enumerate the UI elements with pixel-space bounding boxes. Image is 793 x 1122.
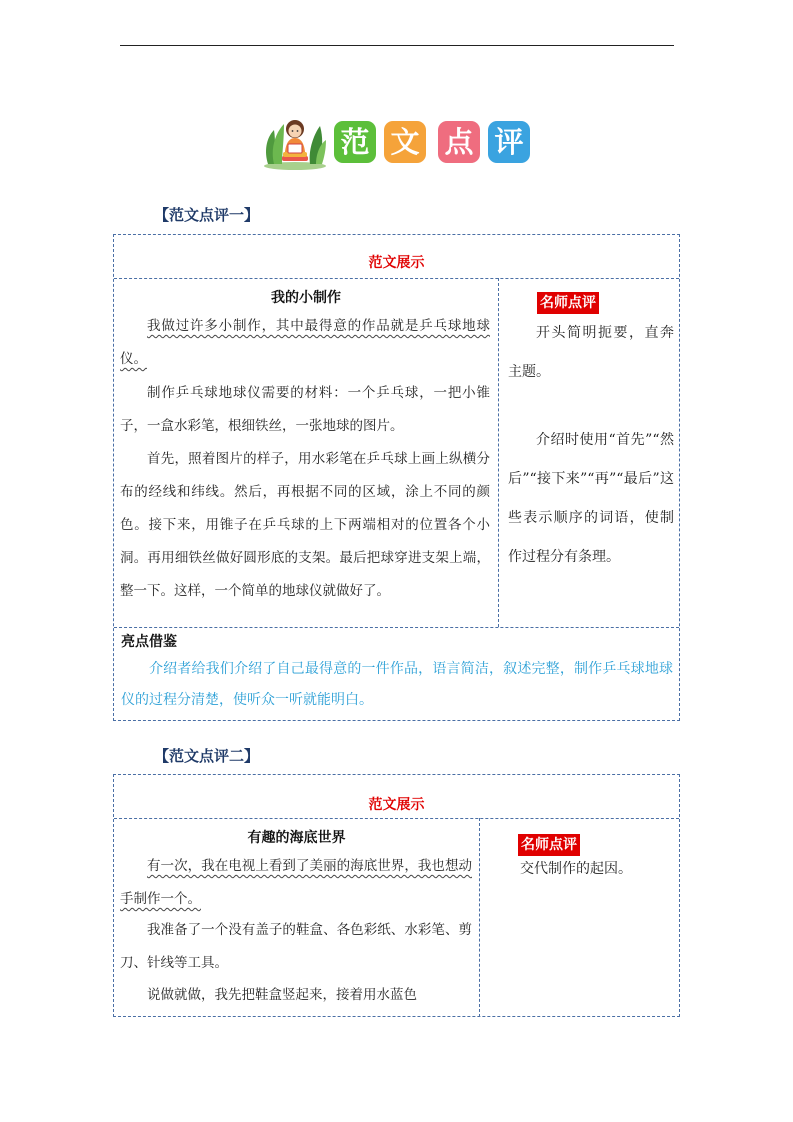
highlight-title: 亮点借鉴	[121, 634, 177, 650]
column-divider	[498, 278, 499, 627]
banner-tile-1: 范	[334, 121, 376, 163]
essay-paragraph-2: 我准备了一个没有盖子的鞋盒、各色彩纸、水彩笔、剪刀、针线等工具。	[120, 922, 472, 971]
header-rule	[120, 45, 674, 46]
teacher-comment-1: 开头简明扼要，直奔主题。	[508, 325, 674, 380]
teacher-comment-badge: 名师点评	[537, 292, 599, 314]
banner-tile-4: 评	[488, 121, 530, 163]
row-divider	[114, 818, 679, 819]
teacher-comment-2: 介绍时使用“首先”“然后”“接下来”“再”“最后”这些表示顺序的词语，使制作过程分有条理。	[508, 432, 674, 565]
banner-tile-3: 点	[438, 121, 480, 163]
column-divider	[479, 818, 480, 1017]
section-one-table	[113, 234, 680, 721]
essay-display-title: 范文展示	[368, 255, 425, 271]
essay-paragraph-1	[120, 850, 472, 916]
essay-paragraph-1	[120, 310, 490, 376]
essay-paragraph-2: 制作乒乓球地球仪需要的材料：一个乒乓球，一把小锥子，一盒水彩笔，根细铁丝，一张地球的图片。	[120, 385, 490, 434]
section-two-table	[113, 774, 680, 1017]
reading-girl-illustration-icon	[262, 114, 328, 170]
wavy-underlined-text: 我做过许多小制作，其中最得意的作品就是乒乓球地球仪。	[120, 318, 490, 367]
teacher-comment-badge: 名师点评	[518, 834, 580, 856]
essay-title: 有趣的海底世界	[247, 830, 346, 846]
row-divider	[114, 627, 679, 628]
highlight-text: 介绍者给我们介绍了自己最得意的一件作品，语言简洁，叙述完整，制作乒乓球地球仪的过程分清楚，使听众一听就能明白。	[121, 661, 673, 708]
section-banner	[262, 114, 532, 170]
essay-paragraph-3: 说做就做，我先把鞋盒竖起来，接着用水蓝色	[147, 987, 417, 1003]
row-divider	[114, 278, 679, 279]
essay-title: 我的小制作	[271, 290, 341, 306]
section-one-label: 【范文点评一】	[154, 206, 260, 224]
teacher-comment-1: 交代制作的起因。	[520, 861, 632, 877]
essay-paragraph-3: 首先，照着图片的样子，用水彩笔在乒乓球上画上纵横分布的经线和纬线。然后，再根据不同的区域，涂上不同的颜色。接下来，用锥子在乒乓球的上下两端相对的位置各个小洞。再用细铁丝做好圆形底的支架。最后把球穿进支架上端，整一下。这样，一个简单的地球仪就做好了。	[120, 451, 490, 599]
essay-display-title: 范文展示	[368, 797, 425, 813]
section-two-label: 【范文点评二】	[154, 747, 260, 765]
wavy-underlined-text: 有一次，我在电视上看到了美丽的海底世界，我也想动手制作一个。	[120, 858, 472, 907]
banner-tile-2: 文	[384, 121, 426, 163]
